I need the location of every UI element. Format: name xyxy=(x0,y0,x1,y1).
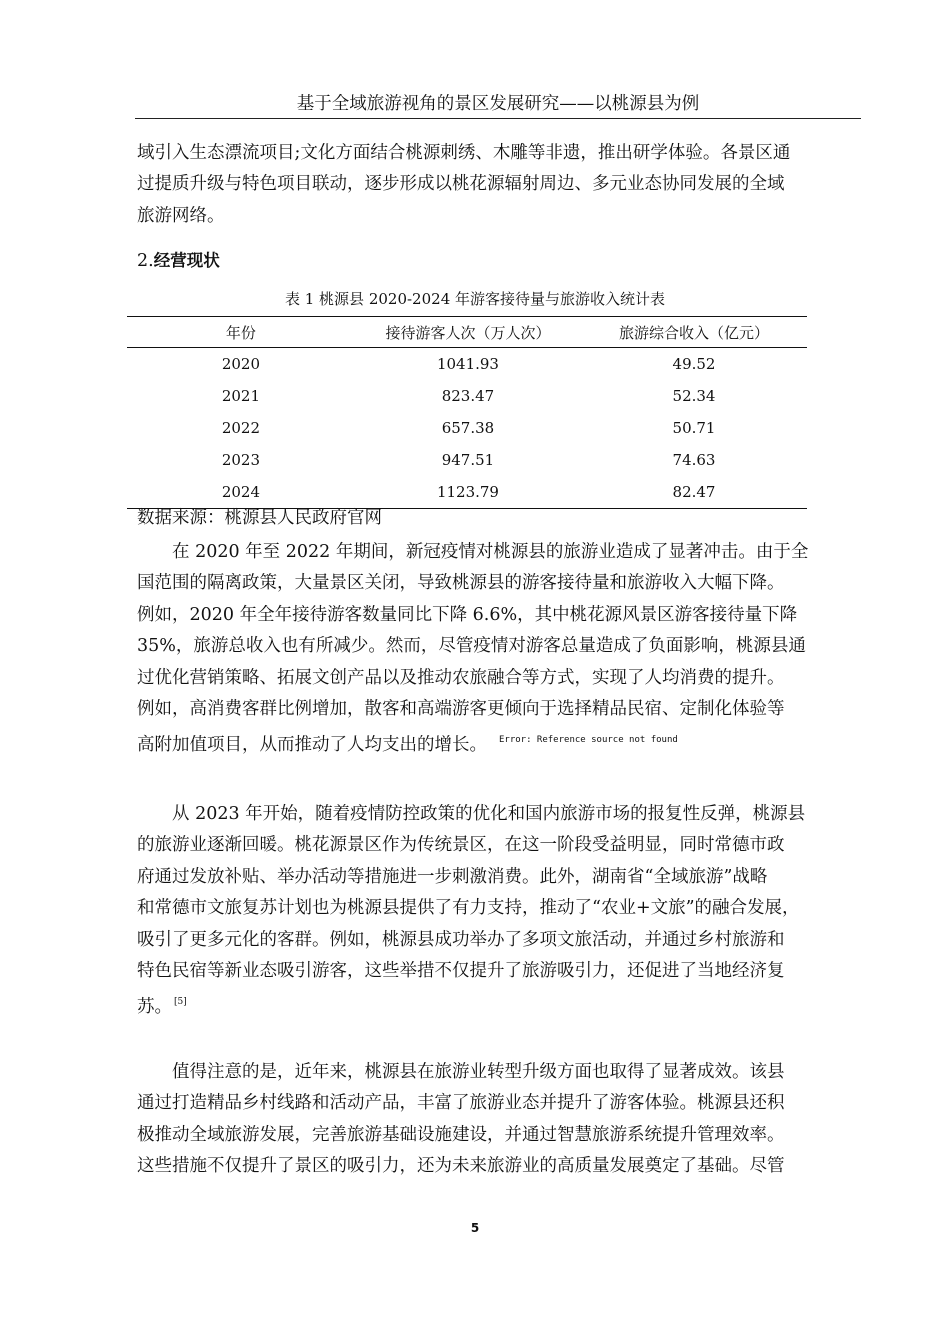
paragraph-line xyxy=(137,987,861,1023)
paragraph-line-text: 苏。 xyxy=(137,997,172,1018)
paragraph-line: 过优化营销策略、拓展文创产品以及推动农旅融合等方式，实现了人均消费的提升。 xyxy=(137,667,785,688)
header-year: 年份 xyxy=(127,317,355,348)
paragraph-line: 域引入生态漂流项目;文化方面结合桃源刺绣、木雕等非遗，推出研学体验。各景区通 xyxy=(137,143,791,163)
paragraph-line: 和常德市文旅复苏计划也为桃源县提供了有力支持，推动了“农业+文旅”的融合发展， xyxy=(137,898,800,919)
page-number: 5 xyxy=(470,1221,480,1235)
section-heading xyxy=(137,248,220,274)
paragraph-line: 吸引了更多元化的客群。例如，桃源县成功举办了多项文旅活动，并通过乡村旅游和 xyxy=(137,929,785,950)
cell-visitors: 1041.93 xyxy=(436,355,499,373)
paragraph-line-text: 高附加值项目，从而推动了人均支出的增长。 xyxy=(137,735,487,756)
paragraph-line: 通过打造精品乡村线路和活动产品，丰富了旅游业态并提升了游客体验。桃源县还积 xyxy=(137,1093,785,1114)
paragraph-line xyxy=(137,725,861,761)
section-number: 2. xyxy=(137,251,154,271)
paragraph-line: 35%，旅游总收入也有所减少。然而，尽管疫情对游客总量造成了负面影响，桃源县通 xyxy=(137,636,806,657)
table-row xyxy=(127,348,807,381)
cell-visitors: 657.38 xyxy=(441,419,495,437)
paragraph-line: 极推动全域旅游发展，完善旅游基础设施建设，并通过智慧旅游系统提升管理效率。 xyxy=(137,1124,785,1145)
paragraph-covid-impact xyxy=(137,537,861,762)
cell-visitors: 947.51 xyxy=(441,451,495,469)
table-caption: 表 1 桃源县 2020-2024 年游客接待量与旅游收入统计表 xyxy=(284,290,666,308)
table-header-row xyxy=(127,317,807,348)
paragraph-line: 例如，2020 年全年接待游客数量同比下降 6.6%，其中桃花源风景区游客接待量下降 xyxy=(137,604,798,625)
paragraph-line: 例如，高消费客群比例增加，散客和高端游客更倾向于选择精品民宿、定制化体验等 xyxy=(137,699,785,720)
cell-visitors: 1123.79 xyxy=(355,476,581,509)
cell-year: 2024 xyxy=(127,476,355,509)
cell-revenue: 49.52 xyxy=(672,355,716,373)
table-row xyxy=(127,444,807,476)
table-source-note: 数据来源：桃源县人民政府官网 xyxy=(137,508,382,528)
paragraph-line: 的旅游业逐渐回暖。桃花源景区作为传统景区，在这一阶段受益明显，同时常德市政 xyxy=(137,835,785,856)
paragraph-line: 这些措施不仅提升了景区的吸引力，还为未来旅游业的高质量发展奠定了基础。尽管 xyxy=(137,1156,785,1177)
header-visitors: 接待游客人次（万人次） xyxy=(355,317,581,348)
cell-year: 2020 xyxy=(221,355,261,373)
cell-year: 2022 xyxy=(221,419,261,437)
header-revenue: 旅游综合收入（亿元） xyxy=(581,317,807,348)
paragraph-line: 国范围的隔离政策，大量景区关闭，导致桃源县的游客接待量和旅游收入大幅下降。 xyxy=(137,573,785,594)
cell-year: 2021 xyxy=(221,387,261,405)
paragraph-line: 府通过发放补贴、举办活动等措施进一步刺激消费。此外，湖南省“全域旅游”战略 xyxy=(137,866,768,887)
cell-revenue: 52.34 xyxy=(672,387,716,405)
paragraph-recovery xyxy=(137,799,861,1024)
cell-visitors: 823.47 xyxy=(441,387,495,405)
paragraph-line: 旅游网络。 xyxy=(137,205,225,226)
page-header-title: 基于全域旅游视角的景区发展研究——以桃源县为例 xyxy=(135,92,861,119)
paragraph-line: 过提质升级与特色项目联动，逐步形成以桃花源辐射周边、多元业态协同发展的全域 xyxy=(137,174,785,195)
paragraph-line: 特色民宿等新业态吸引游客，这些举措不仅提升了旅游吸引力，还促进了当地经济复 xyxy=(137,961,785,982)
cell-year: 2023 xyxy=(221,451,261,469)
table-row xyxy=(127,380,807,412)
paragraph-line: 值得注意的是，近年来，桃源县在旅游业转型升级方面也取得了显著成效。该县 xyxy=(137,1062,785,1082)
paragraph-transformation xyxy=(137,1057,861,1183)
citation-marker[interactable]: [5] xyxy=(174,997,187,1008)
cell-revenue: 74.63 xyxy=(672,451,716,469)
paragraph-line: 从 2023 年开始，随着疫情防控政策的优化和国内旅游市场的报复性反弹，桃源县 xyxy=(137,804,806,824)
paragraph-line: 在 2020 年至 2022 年期间，新冠疫情对桃源县的旅游业造成了显著冲击。由于全 xyxy=(137,542,809,562)
cell-revenue: 50.71 xyxy=(672,419,716,437)
cell-revenue: 82.47 xyxy=(581,476,807,509)
table-row xyxy=(127,412,807,444)
table-row xyxy=(127,476,807,509)
reference-error-note: Error: Reference source not found xyxy=(499,735,678,746)
section-title: 经营现状 xyxy=(153,251,220,270)
statistics-table xyxy=(127,316,807,509)
intro-paragraph xyxy=(137,138,861,232)
